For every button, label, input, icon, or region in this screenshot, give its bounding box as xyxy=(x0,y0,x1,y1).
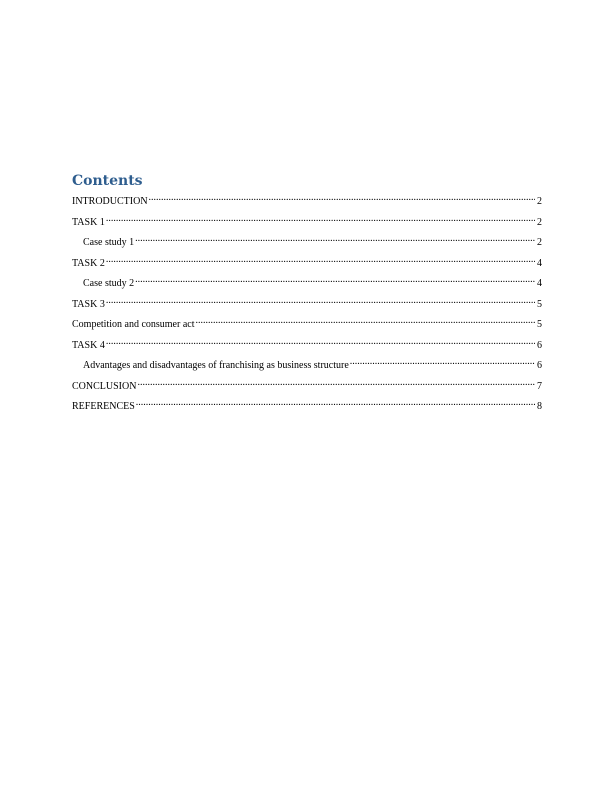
toc-page-number: 5 xyxy=(537,298,542,310)
toc-entry-task-4[interactable] xyxy=(72,336,542,351)
toc-page-number: 7 xyxy=(537,380,542,392)
toc-page-number: 5 xyxy=(537,319,542,330)
toc-page-number: 2 xyxy=(537,237,542,248)
toc-dot-leader xyxy=(149,192,535,204)
toc-entry-label: Case study 2 xyxy=(83,278,135,289)
toc-entry-franchising[interactable] xyxy=(72,356,542,371)
toc-entry-references[interactable] xyxy=(72,397,542,412)
toc-entry-conclusion[interactable] xyxy=(72,377,542,392)
toc-entry-task-2[interactable] xyxy=(72,254,542,269)
toc-entry-task-1[interactable] xyxy=(72,213,542,228)
toc-page-number: 4 xyxy=(537,257,542,269)
toc-entry-label: TASK 3 xyxy=(72,298,105,310)
toc-entry-case-study-2[interactable] xyxy=(72,274,542,289)
toc-entry-case-study-1[interactable] xyxy=(72,233,542,248)
toc-dot-leader xyxy=(350,356,535,368)
toc-entry-label: REFERENCES xyxy=(72,401,135,412)
toc-page-number: 6 xyxy=(537,339,542,351)
toc-dot-leader xyxy=(106,213,535,225)
toc-dot-leader xyxy=(195,315,535,327)
toc-dot-leader xyxy=(136,397,535,409)
toc-entry-label: Competition and consumer act xyxy=(72,319,195,330)
toc-entry-label: TASK 2 xyxy=(72,257,105,269)
toc-entry-label: INTRODUCTION xyxy=(72,196,148,207)
toc-dot-leader xyxy=(106,254,535,266)
toc-entry-label: TASK 4 xyxy=(72,339,105,351)
toc-entry-competition-consumer-act[interactable] xyxy=(72,315,542,330)
toc-page-number: 4 xyxy=(537,278,542,289)
toc-entry-introduction[interactable] xyxy=(72,192,542,207)
toc-page-number: 2 xyxy=(537,196,542,207)
toc-page-number: 2 xyxy=(537,216,542,228)
toc-dot-leader xyxy=(137,377,535,389)
toc-entry-label: Case study 1 xyxy=(83,237,135,248)
toc-dot-leader xyxy=(135,233,535,245)
toc-list xyxy=(72,192,542,412)
toc-dot-leader xyxy=(106,295,535,307)
toc-heading: Contents xyxy=(72,173,143,189)
toc-page-number: 8 xyxy=(537,401,542,412)
table-of-contents xyxy=(72,172,542,418)
toc-dot-leader xyxy=(106,336,535,348)
toc-entry-label: CONCLUSION xyxy=(72,380,137,392)
toc-entry-task-3[interactable] xyxy=(72,295,542,310)
toc-page-number: 6 xyxy=(537,360,542,371)
toc-entry-label: Advantages and disadvantages of franchising as business structure xyxy=(83,360,349,371)
toc-dot-leader xyxy=(135,274,535,286)
toc-entry-label: TASK 1 xyxy=(72,216,105,228)
